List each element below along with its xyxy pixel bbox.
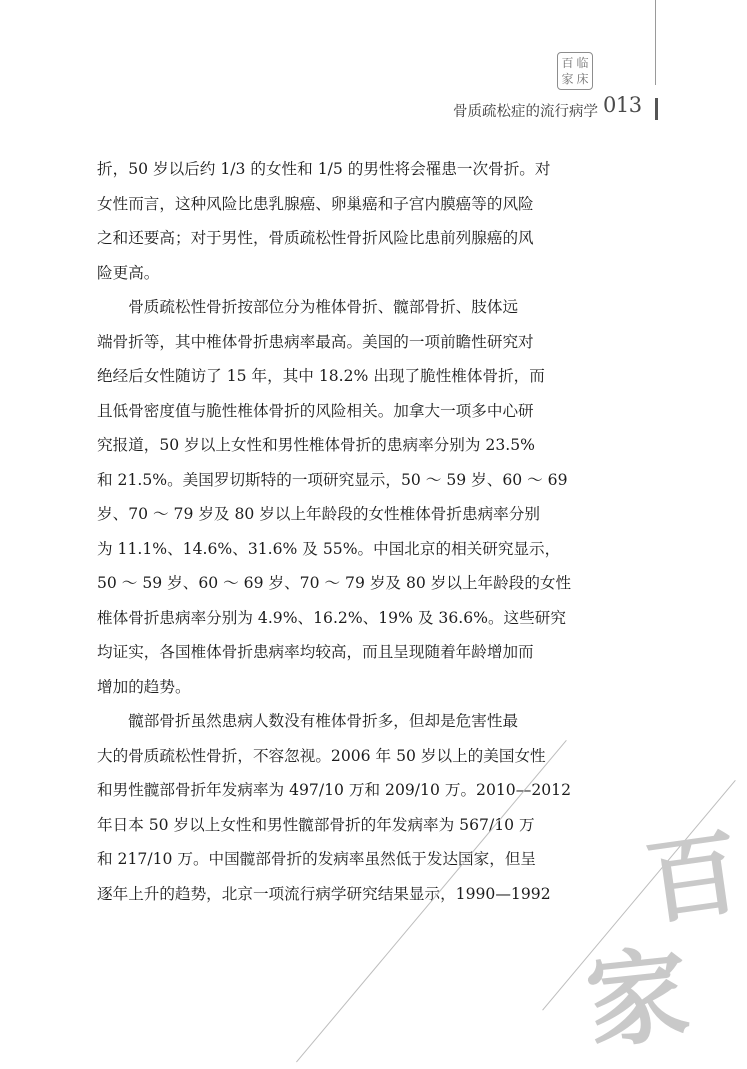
paragraph	[97, 152, 607, 290]
text-line: 端骨折等，其中椎体骨折患病率最高。美国的一项前瞻性研究对	[97, 332, 534, 351]
text-line: 险更高。	[97, 263, 160, 282]
seal-char: 百	[561, 56, 574, 70]
page-edge-line	[655, 0, 656, 85]
logo-seal	[557, 52, 593, 90]
watermark-char: 家	[580, 934, 695, 1064]
text-line: 之和还要高；对于男性，骨质疏松性骨折风险比患前列腺癌的风	[97, 229, 534, 247]
text-line: 均证实，各国椎体骨折患病率均较高，而且呈现随着年龄增加而	[97, 643, 534, 661]
body-text	[97, 152, 607, 911]
text-line: 年日本 50 岁以上女性和男性髋部骨折的年发病率为 567/10 万	[97, 815, 535, 834]
seal-char: 床	[576, 72, 589, 86]
paragraph	[97, 290, 607, 704]
text-line: 骨质疏松性骨折按部位分为椎体骨折、髋部骨折、肢体远	[97, 298, 519, 316]
text-line: 和男性髋部骨折年发病率为 497/10 万和 209/10 万。2010—2012	[97, 781, 572, 799]
text-line: 增加的趋势。	[97, 677, 191, 696]
header-bar	[655, 98, 658, 120]
watermark-char: 百	[640, 819, 747, 938]
text-line: 女性而言，这种风险比患乳腺癌、卵巢癌和子宫内膜癌等的风险	[97, 194, 534, 213]
text-line: 和 21.5%。美国罗切斯特的一项研究显示，50 ～ 59 岁、60 ～ 69	[97, 470, 568, 489]
seal-char: 临	[576, 56, 589, 70]
text-line: 椎体骨折患病率分别为 4.9%、16.2%、19% 及 36.6%。这些研究	[97, 608, 566, 627]
text-line: 折，50 岁以后约 1/3 的女性和 1/5 的男性将会罹患一次骨折。对	[97, 160, 551, 178]
text-line: 大的骨质疏松性骨折，不容忽视。2006 年 50 岁以上的美国女性	[97, 746, 546, 765]
text-line: 且低骨密度值与脆性椎体骨折的风险相关。加拿大一项多中心研	[97, 401, 534, 420]
text-line: 岁、70 ～ 79 岁及 80 岁以上年龄段的女性椎体骨折患病率分别	[97, 505, 540, 523]
page-number: 013	[603, 93, 642, 117]
text-line: 和 217/10 万。中国髋部骨折的发病率虽然低于发达国家，但呈	[97, 850, 537, 868]
text-line: 50 ～ 59 岁、60 ～ 69 岁、70 ～ 79 岁及 80 岁以上年龄段的女性	[97, 574, 572, 592]
text-line: 为 11.1%、14.6%、31.6% 及 55%。中国北京的相关研究显示，	[97, 539, 561, 558]
paragraph	[97, 704, 607, 911]
seal-char: 家	[561, 72, 574, 86]
running-title: 骨质疏松症的流行病学	[453, 104, 598, 120]
text-line: 究报道，50 岁以上女性和男性椎体骨折的患病率分别为 23.5%	[97, 436, 535, 454]
text-line: 绝经后女性随访了 15 年，其中 18.2% 出现了脆性椎体骨折，而	[97, 367, 545, 385]
text-line: 逐年上升的趋势，北京一项流行病学研究结果显示，1990—1992	[97, 884, 551, 903]
text-line: 髋部骨折虽然患病人数没有椎体骨折多，但却是危害性最	[97, 712, 519, 730]
